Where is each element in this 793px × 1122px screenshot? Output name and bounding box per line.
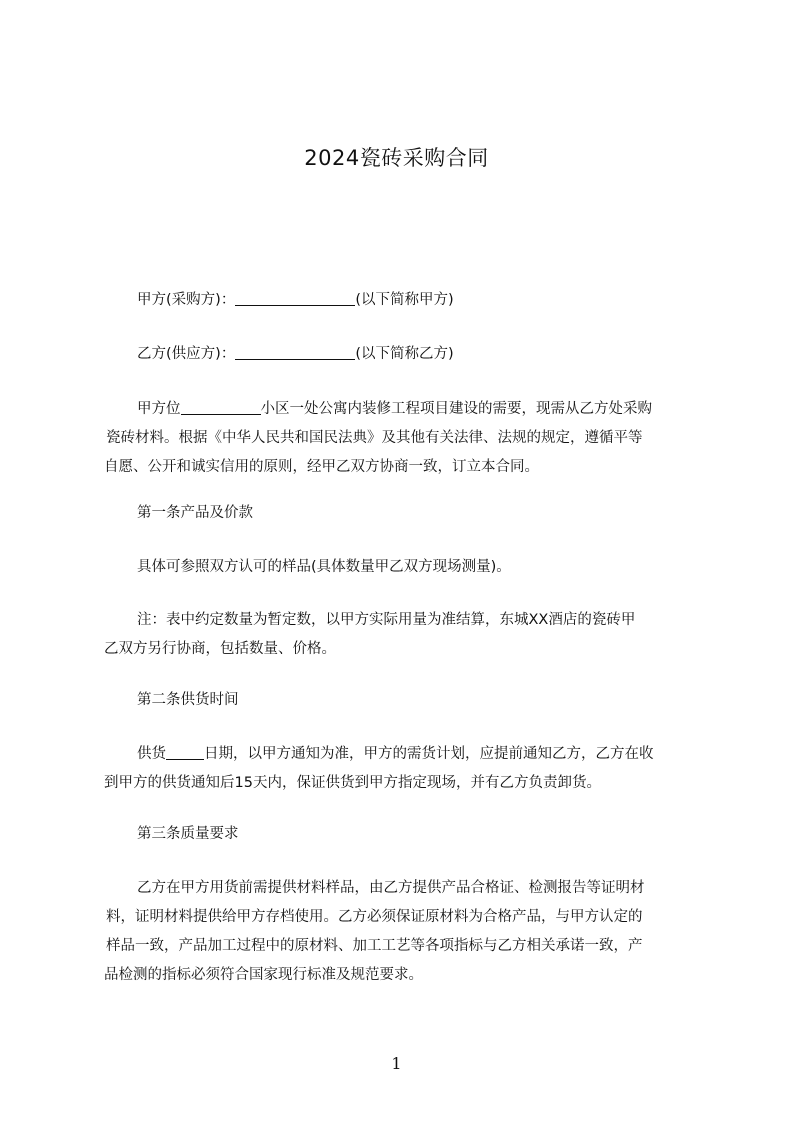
article2-heading-block [104,686,710,715]
intro-line2: 瓷砖材料。根据《中华人民共和国民法典》及其他有关法律、法规的规定，遵循平等 [106,430,643,446]
article1-note-line1: 注：表中约定数量为暂定数，以甲方实际用量为准结算，东城XX酒店的瓷砖甲 [137,612,636,628]
party-a-blank [235,289,355,306]
article1-p1: 具体可参照双方认可的样品(具体数量甲乙双方现场测量)。 [137,559,511,575]
article3-paragraph [104,874,710,990]
intro-paragraph [104,395,710,482]
article1-p1-block [104,553,710,582]
intro-line1-suffix: 小区一处公寓内装修工程项目建设的需要，现需从乙方处采购 [260,401,652,417]
document-title: 2024瓷砖采购合同 [304,146,489,170]
party-a-line [104,286,710,315]
party-a-suffix: (以下简称甲方) [355,292,454,308]
article3-heading-block [104,820,710,849]
intro-line1-prefix: 甲方位 [137,401,181,417]
article1-note [104,606,710,664]
article2-line2: 到甲方的供货通知后15天内，保证供货到甲方指定现场，并有乙方负责卸货。 [104,775,601,791]
intro-line3: 自愿、公开和诚实信用的原则，经甲乙双方协商一致，订立本合同。 [104,459,539,475]
article1-heading-block [104,499,710,528]
party-b-label: 乙方(供应方)： [137,346,236,362]
article1-heading: 第一条产品及价款 [137,505,253,521]
party-a-label: 甲方(采购方)： [137,292,236,308]
intro-blank [181,398,261,415]
party-b-blank [235,343,355,360]
article3-line2: 料，证明材料提供给甲方存档使用。乙方必须保证原材料为合格产品，与甲方认定的 [106,909,643,925]
party-b-line [104,340,710,369]
supply-blank [166,743,204,760]
article3-line4: 品检测的指标必须符合国家现行标准及规范要求。 [104,967,423,983]
article2-line1-suffix: 日期，以甲方通知为准，甲方的需货计划，应提前通知乙方，乙方在收 [204,746,654,762]
article3-line3: 样品一致，产品加工过程中的原材料、加工工艺等各项指标与乙方相关承诺一致，产 [106,938,643,954]
article2-heading: 第二条供货时间 [137,692,239,708]
page-number: 1 [391,1054,402,1073]
article3-heading: 第三条质量要求 [137,826,239,842]
article2-paragraph [104,740,710,798]
article1-note-line2: 乙双方另行协商，包括数量、价格。 [104,641,336,657]
party-b-suffix: (以下简称乙方) [355,346,454,362]
article3-line1: 乙方在甲方用货前需提供材料样品，由乙方提供产品合格证、检测报告等证明材 [137,880,645,896]
article2-line1-prefix: 供货 [137,746,166,762]
